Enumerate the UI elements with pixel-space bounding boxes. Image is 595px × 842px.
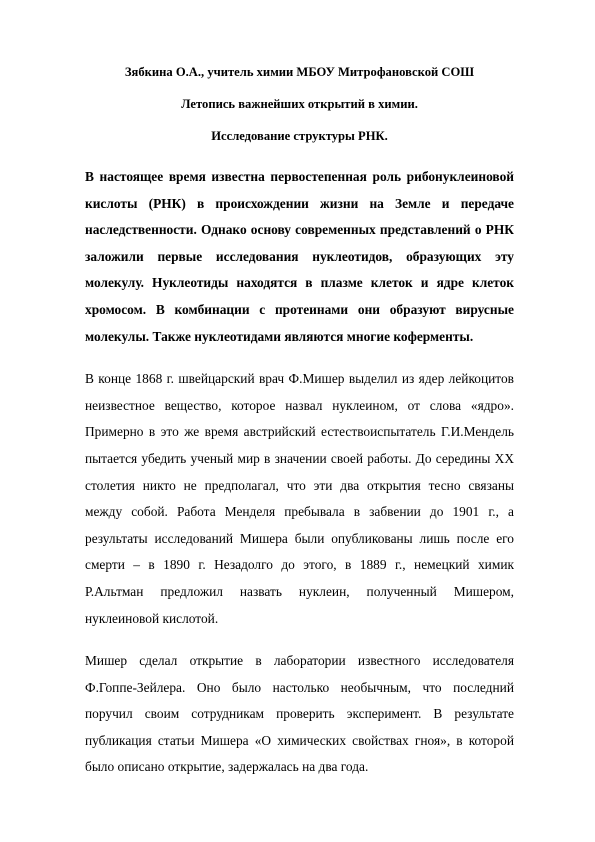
series-title: Летопись важнейших открытий в химии.: [181, 97, 418, 111]
article-title: Исследование структуры РНК.: [211, 129, 388, 143]
intro-paragraph: В настоящее время известна первостепенная роль рибонуклеиновой кислоты (РНК) в происхождении жизни на Земле и передаче наследственности. Однако основу современных представлений о РНК заложили первые исследования нуклеотидов, образующих эту молекулу. Нуклеотиды находятся в плазме клеток и ядре клеток хромосом. В комбинации с протеинами они образуют вирусные молекулы. Также нуклеотидами являются многие коферменты.: [85, 169, 514, 344]
body-paragraph-1: В конце 1868 г. швейцарский врач Ф.Мишер выделил из ядер лейкоцитов неизвестное вещество, которое назвал нуклеином, от слова «ядро». Примерно в это же время австрийский естествоиспытатель Г.И.Мендель пытается убедить ученый мир в значении своей работы. До середины XX столетия никто не предполагал, что эти два открытия тесно связаны между собой. Работа Менделя пребывала в забвении до 1901 г., а результаты исследований Мишера были опубликованы лишь после его смерти – в 1890 г. Незадолго до этого, в 1889 г., немецкий химик Р.Альтман предложил назвать нуклеин, полученный Мишером, нуклеиновой кислотой.: [85, 371, 514, 626]
body-paragraph-2: Мишер сделал открытие в лаборатории известного исследователя Ф.Гоппе-Зейлера. Оно было настолько необычным, что последний поручил своим сотрудникам проверить эксперимент. В результате публикация статьи Мишера «О химических свойствах гноя», в которой было описано открытие, задержалась на два года.: [85, 653, 514, 775]
author-line: Зябкина О.А., учитель химии МБОУ Митрофановской СОШ: [124, 65, 475, 79]
